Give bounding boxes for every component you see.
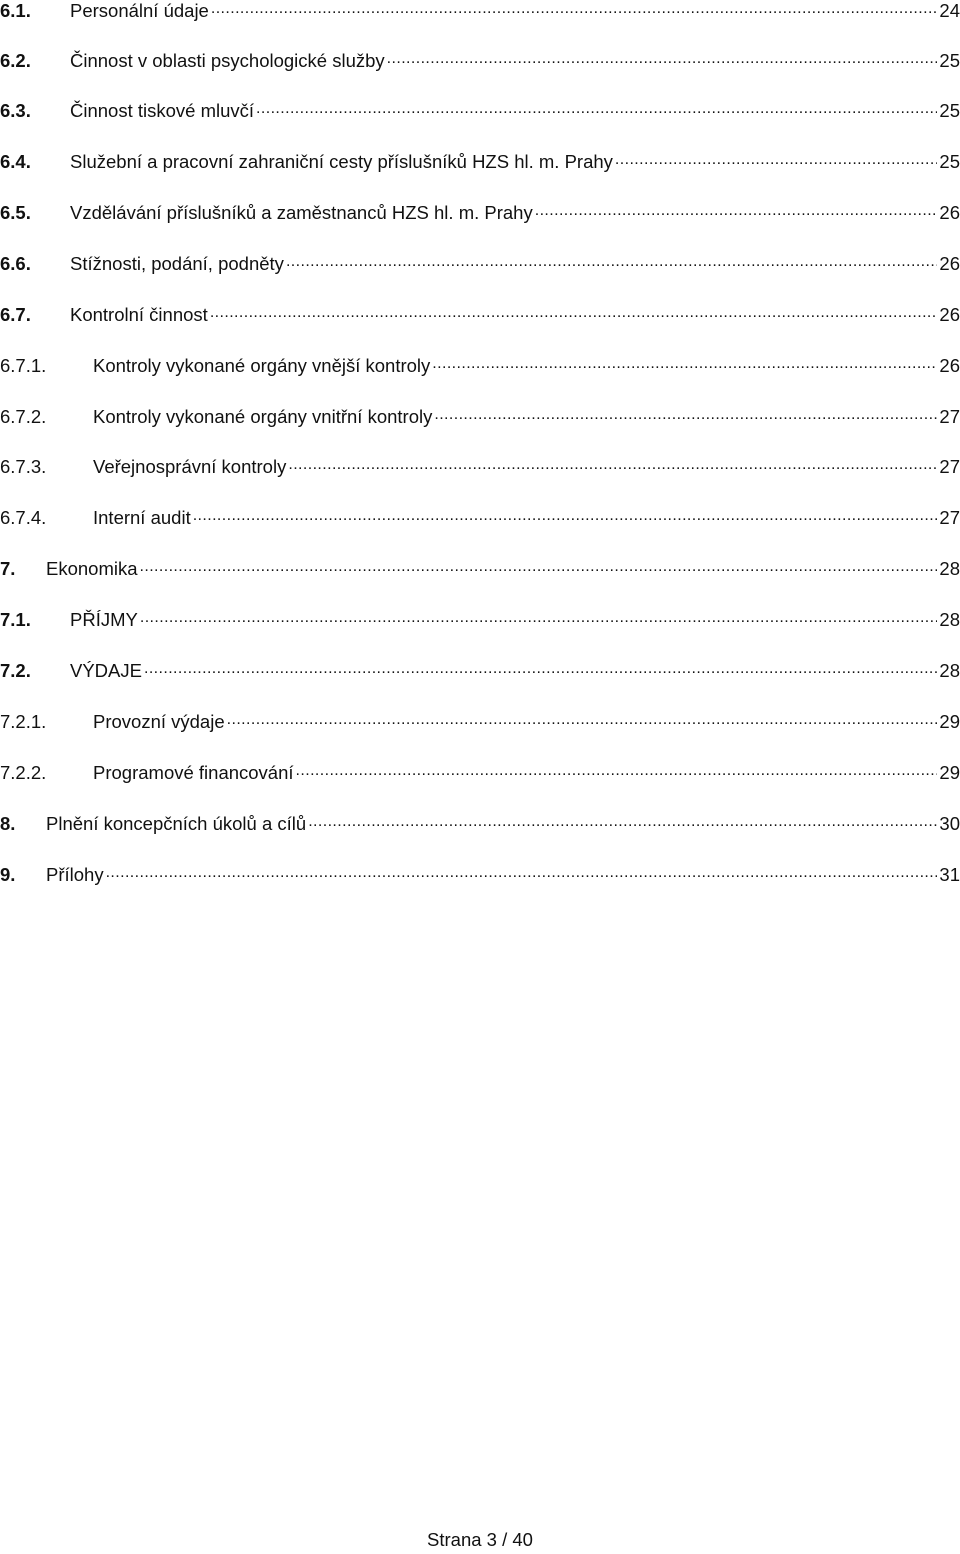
toc-entry-page: 31 xyxy=(939,864,960,885)
toc-entry-page: 28 xyxy=(939,609,960,630)
toc-leader-dots xyxy=(432,352,937,372)
toc-entry-number: 6.5. xyxy=(0,202,31,223)
toc-entry-page: 25 xyxy=(939,151,960,172)
toc-entry-6-7-2[interactable] xyxy=(0,403,960,431)
toc-entry-title: Kontroly vykonané orgány vnitřní kontroly xyxy=(93,406,433,427)
toc-entry-page: 25 xyxy=(939,50,960,71)
toc-entry-7-2-2[interactable] xyxy=(0,759,960,787)
toc-entry-6-4[interactable] xyxy=(0,148,960,176)
toc-leader-dots xyxy=(227,708,938,728)
toc-entry-page: 29 xyxy=(939,762,960,783)
toc-entry-6-3[interactable] xyxy=(0,97,960,125)
toc-entry-page: 26 xyxy=(939,202,960,223)
toc-entry-page: 24 xyxy=(939,0,960,21)
toc-entry-title: Služební a pracovní zahraniční cesty příslušníků HZS hl. m. Prahy xyxy=(70,151,613,172)
page-footer xyxy=(0,1526,960,1554)
toc-entry-title: Veřejnosprávní kontroly xyxy=(93,456,287,477)
toc-entry-number: 6.7.4. xyxy=(0,507,47,528)
toc-entry-6-1[interactable] xyxy=(0,0,960,25)
toc-entry-number: 6.2. xyxy=(0,50,31,71)
toc-entry-page: 29 xyxy=(939,711,960,732)
toc-entry-title: Kontroly vykonané orgány vnější kontroly xyxy=(93,355,431,376)
toc-entry-6-2[interactable] xyxy=(0,47,960,75)
toc-entry-6-7[interactable] xyxy=(0,301,960,329)
toc-entry-7[interactable] xyxy=(0,555,960,583)
toc-leader-dots xyxy=(308,810,937,830)
toc-entry-number: 6.7. xyxy=(0,304,31,325)
toc-entry-number: 6.6. xyxy=(0,253,31,274)
toc-entry-page: 26 xyxy=(939,304,960,325)
toc-entry-page: 28 xyxy=(939,660,960,681)
toc-entry-page: 27 xyxy=(939,406,960,427)
page-number-label: Strana 3 / 40 xyxy=(427,1529,533,1550)
toc-entry-6-6[interactable] xyxy=(0,250,960,278)
toc-entry-number: 6.7.1. xyxy=(0,355,47,376)
toc-leader-dots xyxy=(535,199,938,219)
toc-entry-title: Plnění koncepčních úkolů a cílů xyxy=(46,813,307,834)
toc-entry-8[interactable] xyxy=(0,810,960,838)
toc-entry-title: Ekonomika xyxy=(46,558,138,579)
toc-entry-number: 9. xyxy=(0,864,16,885)
toc-entry-title: Personální údaje xyxy=(70,0,209,21)
toc-entry-title: VÝDAJE xyxy=(70,660,142,681)
toc-entry-6-7-3[interactable] xyxy=(0,453,960,481)
toc-entry-title: Činnost v oblasti psychologické služby xyxy=(70,50,385,71)
toc-entry-number: 7.2. xyxy=(0,660,31,681)
toc-leader-dots xyxy=(193,504,938,524)
toc-entry-number: 7.2.1. xyxy=(0,711,47,732)
toc-entry-page: 28 xyxy=(939,558,960,579)
toc-entry-number: 6.7.3. xyxy=(0,456,47,477)
toc-entry-6-7-1[interactable] xyxy=(0,352,960,380)
toc-entry-title: Vzdělávání příslušníků a zaměstnanců HZS hl. m. Prahy xyxy=(70,202,533,223)
toc-entry-number: 7. xyxy=(0,558,16,579)
toc-entry-number: 6.1. xyxy=(0,0,31,21)
toc-entry-number: 6.3. xyxy=(0,100,31,121)
toc-entry-page: 26 xyxy=(939,355,960,376)
toc-leader-dots xyxy=(296,759,938,779)
toc-entry-page: 26 xyxy=(939,253,960,274)
toc-leader-dots xyxy=(434,403,937,423)
toc-entry-6-5[interactable] xyxy=(0,199,960,227)
toc-entry-number: 6.4. xyxy=(0,151,31,172)
toc-entry-title: Činnost tiskové mluvčí xyxy=(70,100,255,121)
toc-leader-dots xyxy=(140,555,938,575)
toc-entry-title: Stížnosti, podání, podněty xyxy=(70,253,284,274)
toc-leader-dots xyxy=(106,861,938,881)
toc-entry-page: 27 xyxy=(939,507,960,528)
toc-entry-title: Kontrolní činnost xyxy=(70,304,208,325)
toc-entry-title: Přílohy xyxy=(46,864,104,885)
toc-entry-7-2[interactable] xyxy=(0,657,960,685)
toc-entry-title: Interní audit xyxy=(93,507,191,528)
toc-entry-7-2-1[interactable] xyxy=(0,708,960,736)
toc-entry-6-7-4[interactable] xyxy=(0,504,960,532)
toc-leader-dots xyxy=(210,301,938,321)
toc-entry-page: 27 xyxy=(939,456,960,477)
toc-entry-number: 8. xyxy=(0,813,16,834)
toc-leader-dots xyxy=(286,250,937,270)
toc-entry-number: 6.7.2. xyxy=(0,406,47,427)
toc-entry-7-1[interactable] xyxy=(0,606,960,634)
toc-entry-page: 30 xyxy=(939,813,960,834)
toc-entry-title: Programové financování xyxy=(93,762,294,783)
toc-leader-dots xyxy=(144,657,937,677)
toc-entry-number: 7.2.2. xyxy=(0,762,47,783)
toc-entry-title: PŘÍJMY xyxy=(70,609,138,630)
toc-entry-9[interactable] xyxy=(0,861,960,889)
toc-leader-dots xyxy=(615,148,938,168)
toc-entry-number: 7.1. xyxy=(0,609,31,630)
toc-leader-dots xyxy=(387,47,938,67)
toc-leader-dots xyxy=(140,606,938,626)
toc-entry-page: 25 xyxy=(939,100,960,121)
toc-leader-dots xyxy=(288,453,937,473)
toc-leader-dots xyxy=(211,0,938,17)
toc-leader-dots xyxy=(256,97,937,117)
toc-entry-title: Provozní výdaje xyxy=(93,711,225,732)
